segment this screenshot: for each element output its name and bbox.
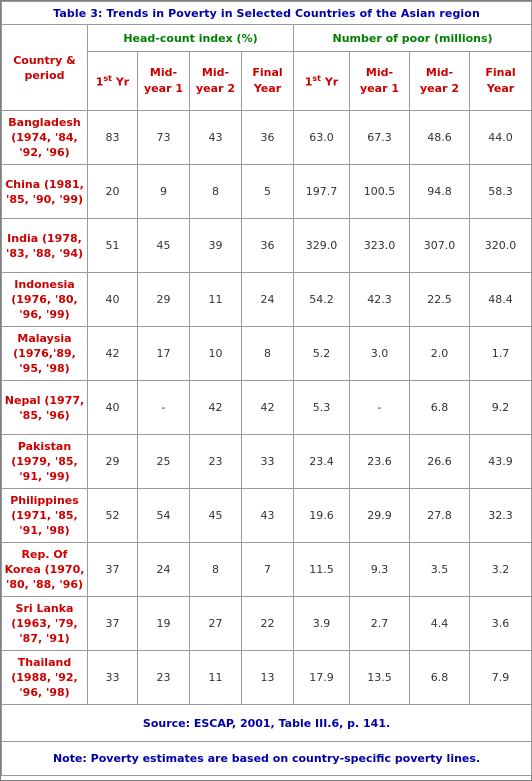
table-source: Source: ESCAP, 2001, Table III.6, p. 141. — [2, 705, 532, 742]
number-poor-cell: 329.0 — [294, 219, 350, 273]
number-poor-cell: 1.7 — [470, 327, 532, 381]
number-poor-cell: 48.4 — [470, 273, 532, 327]
number-poor-cell: 197.7 — [294, 165, 350, 219]
table-row — [2, 597, 532, 651]
number-poor-cell: 23.6 — [350, 435, 410, 489]
table-note: Note: Poverty estimates are based on country-specific poverty lines. — [2, 742, 532, 776]
headcount-cell: 13 — [242, 651, 294, 705]
number-poor-cell: 9.2 — [470, 381, 532, 435]
table-row — [2, 435, 532, 489]
headcount-cell: 42 — [88, 327, 138, 381]
country-period-line: Indonesia — [14, 278, 75, 291]
country-period-line: '91, '99) — [19, 470, 70, 483]
headcount-cell: 29 — [88, 435, 138, 489]
country-period-cell — [2, 111, 88, 165]
country-period-line: '83, '88, '94) — [5, 246, 84, 260]
country-period-line: Nepal (1977, — [4, 393, 85, 407]
headcount-cell: 51 — [88, 219, 138, 273]
headcount-cell: 36 — [242, 111, 294, 165]
headcount-cell: 39 — [190, 219, 242, 273]
headcount-cell: 11 — [190, 273, 242, 327]
country-period-line: '91, '98) — [19, 524, 70, 537]
headcount-cell: 22 — [242, 597, 294, 651]
number-poor-cell: 58.3 — [470, 165, 532, 219]
headcount-cell: 25 — [138, 435, 190, 489]
headcount-cell: 42 — [242, 381, 294, 435]
headcount-cell: 10 — [190, 327, 242, 381]
country-period-cell — [2, 435, 88, 489]
country-period-line: Thailand — [17, 656, 72, 669]
table-row — [2, 111, 532, 165]
number-poor-cell: 44.0 — [470, 111, 532, 165]
headcount-cell: 52 — [88, 489, 138, 543]
number-poor-cell: 5.3 — [294, 381, 350, 435]
header-np-mid-year-2: Mid- year 2 — [410, 52, 470, 111]
country-period-line: '92, '96) — [19, 146, 70, 159]
number-poor-cell: 13.5 — [350, 651, 410, 705]
headcount-cell: 37 — [88, 543, 138, 597]
header-group-headcount: Head-count index (%) — [88, 25, 294, 52]
country-period-line: '96, '98) — [19, 686, 70, 699]
number-poor-cell: 29.9 — [350, 489, 410, 543]
header-country-line-2: period — [24, 68, 65, 82]
number-poor-cell: 320.0 — [470, 219, 532, 273]
number-poor-cell: 11.5 — [294, 543, 350, 597]
number-poor-cell: 4.4 — [410, 597, 470, 651]
country-period-line: (1988, '92, — [11, 671, 78, 684]
headcount-cell: 33 — [88, 651, 138, 705]
table-row — [2, 651, 532, 705]
headcount-cell: 42 — [190, 381, 242, 435]
header-country-line-1: Country & — [13, 53, 76, 67]
headcount-cell: 24 — [138, 543, 190, 597]
headcount-cell: 45 — [190, 489, 242, 543]
number-poor-cell: 19.6 — [294, 489, 350, 543]
number-poor-cell: 63.0 — [294, 111, 350, 165]
headcount-cell: 11 — [190, 651, 242, 705]
country-period-line: India (1978, — [7, 231, 82, 245]
header-np-first-year: 1st Yr — [294, 52, 350, 111]
header-country-period — [2, 25, 88, 111]
country-period-line: '96, '99) — [19, 308, 70, 321]
number-poor-cell: 5.2 — [294, 327, 350, 381]
table-row — [2, 489, 532, 543]
country-period-cell — [2, 327, 88, 381]
number-poor-cell: 3.6 — [470, 597, 532, 651]
country-period-cell — [2, 219, 88, 273]
country-period-cell — [2, 543, 88, 597]
headcount-cell: - — [138, 381, 190, 435]
headcount-cell: 33 — [242, 435, 294, 489]
number-poor-cell: 3.0 — [350, 327, 410, 381]
headcount-cell: 83 — [88, 111, 138, 165]
headcount-cell: 27 — [190, 597, 242, 651]
header-hc-mid-year-1: Mid- year 1 — [138, 52, 190, 111]
headcount-cell: 19 — [138, 597, 190, 651]
country-period-cell — [2, 489, 88, 543]
number-poor-cell: 23.4 — [294, 435, 350, 489]
number-poor-cell: 48.6 — [410, 111, 470, 165]
headcount-cell: 24 — [242, 273, 294, 327]
number-poor-cell: 27.8 — [410, 489, 470, 543]
number-poor-cell: 3.9 — [294, 597, 350, 651]
number-poor-cell: 307.0 — [410, 219, 470, 273]
table-row — [2, 381, 532, 435]
country-period-line: Korea (1970, — [4, 563, 85, 576]
headcount-cell: 17 — [138, 327, 190, 381]
header-hc-final-year: Final Year — [242, 52, 294, 111]
country-period-cell — [2, 597, 88, 651]
headcount-cell: 29 — [138, 273, 190, 327]
number-poor-cell: 26.6 — [410, 435, 470, 489]
country-period-line: (1963, '79, — [11, 617, 78, 630]
header-hc-first-year: 1st Yr — [88, 52, 138, 111]
number-poor-cell: 43.9 — [470, 435, 532, 489]
number-poor-cell: 7.9 — [470, 651, 532, 705]
number-poor-cell: 9.3 — [350, 543, 410, 597]
poverty-table — [1, 1, 532, 776]
number-poor-cell: 2.7 — [350, 597, 410, 651]
country-period-line: '95, '98) — [19, 362, 70, 375]
table-row — [2, 165, 532, 219]
headcount-cell: 7 — [242, 543, 294, 597]
table-row — [2, 543, 532, 597]
table-title: Table 3: Trends in Poverty in Selected Countries of the Asian region — [2, 2, 532, 25]
country-period-cell — [2, 165, 88, 219]
headcount-cell: 73 — [138, 111, 190, 165]
number-poor-cell: 54.2 — [294, 273, 350, 327]
country-period-line: '80, '88, '96) — [5, 578, 84, 591]
country-period-line: Rep. Of — [21, 548, 68, 561]
headcount-cell: 20 — [88, 165, 138, 219]
headcount-cell: 23 — [138, 651, 190, 705]
country-period-line: '85, '90, '99) — [5, 192, 84, 206]
number-poor-cell: 6.8 — [410, 651, 470, 705]
headcount-cell: 45 — [138, 219, 190, 273]
country-period-cell — [2, 651, 88, 705]
table-row — [2, 273, 532, 327]
country-period-line: Malaysia — [17, 332, 72, 345]
number-poor-cell: 67.3 — [350, 111, 410, 165]
headcount-cell: 36 — [242, 219, 294, 273]
country-period-line: (1979, '85, — [11, 455, 78, 468]
country-period-line: (1974, '84, — [11, 131, 78, 144]
headcount-cell: 8 — [190, 543, 242, 597]
headcount-cell: 8 — [242, 327, 294, 381]
country-period-line: Sri Lanka — [15, 602, 74, 615]
headcount-cell: 43 — [242, 489, 294, 543]
headcount-cell: 8 — [190, 165, 242, 219]
headcount-cell: 23 — [190, 435, 242, 489]
header-np-mid-year-1: Mid- year 1 — [350, 52, 410, 111]
country-period-line: (1976, '80, — [11, 293, 78, 306]
table-row — [2, 219, 532, 273]
country-period-line: (1976,'89, — [13, 347, 76, 360]
headcount-cell: 54 — [138, 489, 190, 543]
number-poor-cell: 323.0 — [350, 219, 410, 273]
headcount-cell: 37 — [88, 597, 138, 651]
header-np-final-year: Final Year — [470, 52, 532, 111]
number-poor-cell: 3.5 — [410, 543, 470, 597]
number-poor-cell: 94.8 — [410, 165, 470, 219]
number-poor-cell: 32.3 — [470, 489, 532, 543]
number-poor-cell: 2.0 — [410, 327, 470, 381]
header-group-number-of-poor: Number of poor (millions) — [294, 25, 532, 52]
country-period-line: Pakistan — [17, 440, 72, 453]
country-period-line: '85, '96) — [19, 408, 70, 422]
headcount-cell: 5 — [242, 165, 294, 219]
headcount-cell: 40 — [88, 381, 138, 435]
country-period-line: Philippines — [10, 494, 79, 507]
table-row — [2, 327, 532, 381]
number-poor-cell: 100.5 — [350, 165, 410, 219]
number-poor-cell: 22.5 — [410, 273, 470, 327]
headcount-cell: 9 — [138, 165, 190, 219]
country-period-line: (1971, '85, — [11, 509, 78, 522]
number-poor-cell: - — [350, 381, 410, 435]
number-poor-cell: 6.8 — [410, 381, 470, 435]
header-hc-mid-year-2: Mid- year 2 — [190, 52, 242, 111]
headcount-cell: 40 — [88, 273, 138, 327]
country-period-cell — [2, 273, 88, 327]
headcount-cell: 43 — [190, 111, 242, 165]
country-period-cell — [2, 381, 88, 435]
country-period-line: China (1981, — [5, 177, 84, 191]
country-period-line: '87, '91) — [19, 632, 70, 645]
country-period-line: Bangladesh — [8, 116, 81, 129]
number-poor-cell: 3.2 — [470, 543, 532, 597]
number-poor-cell: 42.3 — [350, 273, 410, 327]
number-poor-cell: 17.9 — [294, 651, 350, 705]
